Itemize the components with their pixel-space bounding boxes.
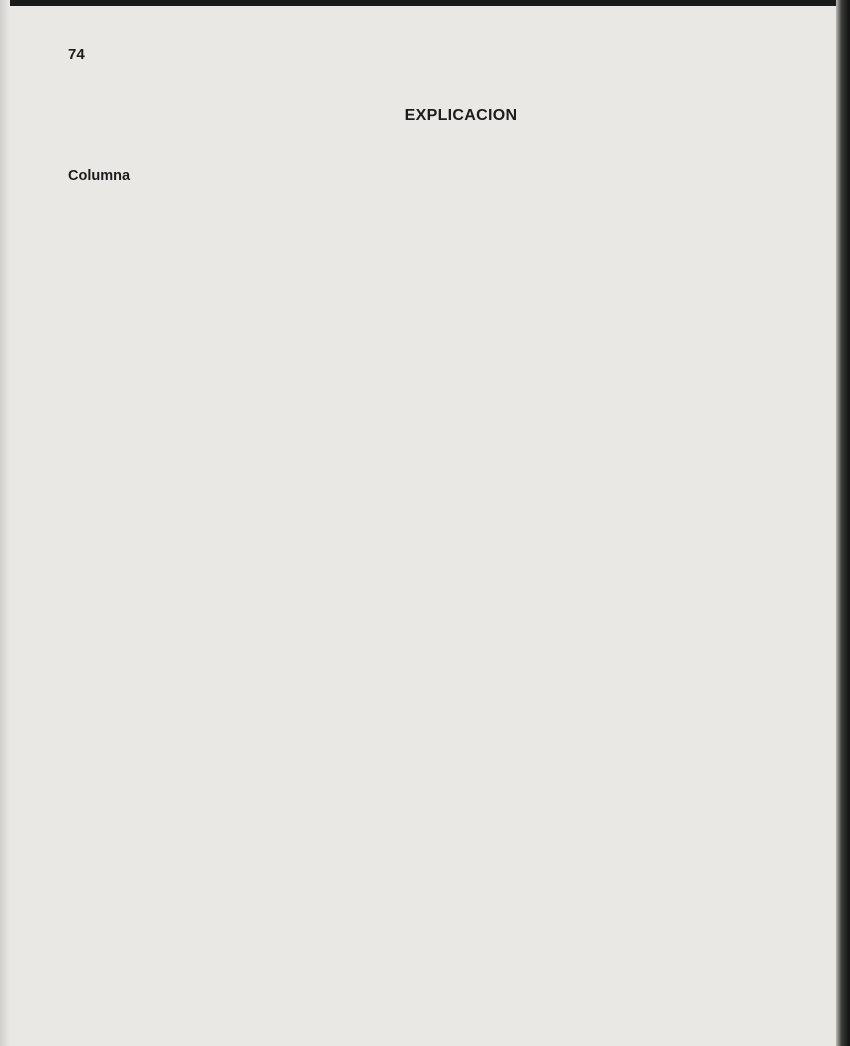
page-gutter-shadow [0, 0, 10, 1046]
column-header: Columna [68, 168, 131, 184]
page-title: EXPLICACION [404, 107, 518, 124]
scan-top-edge [0, 0, 850, 6]
page-number: 74 [68, 46, 85, 63]
page-right-edge [836, 0, 850, 1046]
